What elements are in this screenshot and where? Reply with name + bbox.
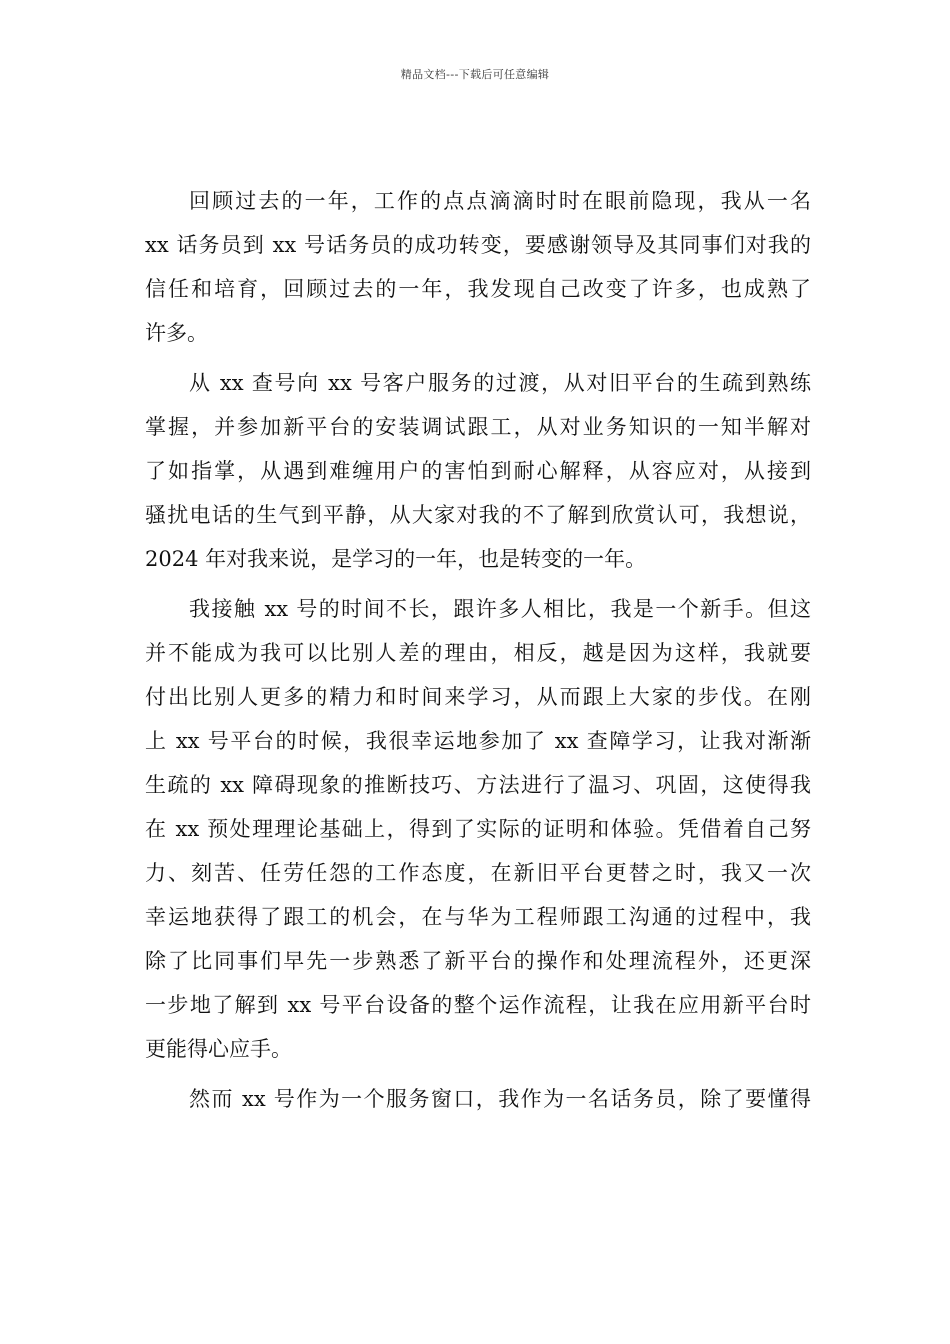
- text-line: 我接触 xx 号的时间不长，跟许多人相比，我是一个新手。但这: [189, 597, 811, 621]
- text-line: 上 xx 号平台的时候，我很幸运地参加了 xx 查障学习，让我对渐渐: [145, 729, 811, 753]
- text-line: 然而 xx 号作为一个服务窗口，我作为一名话务员，除了要懂得: [189, 1087, 811, 1111]
- text-line: 从 xx 查号向 xx 号客户服务的过渡，从对旧平台的生疏到熟练: [189, 371, 811, 395]
- text-line: 更能得心应手。: [145, 1037, 292, 1061]
- text-line: 掌握，并参加新平台的安装调试跟工，从对业务知识的一知半解对: [145, 415, 811, 439]
- text-line: 回顾过去的一年，工作的点点滴滴时时在眼前隐现，我从一名: [189, 189, 811, 213]
- text-line: 骚扰电话的生气到平静，从大家对我的不了解到欣赏认可，我想说，: [145, 503, 811, 527]
- text-line: 许多。: [145, 321, 208, 345]
- text-line: xx 话务员到 xx 号话务员的成功转变，要感谢领导及其同事们对我的: [145, 233, 811, 257]
- document-body: [145, 179, 811, 1121]
- text-line: 在 xx 预处理理论基础上，得到了实际的证明和体验。凭借着自己努: [145, 817, 811, 841]
- text-line: 除了比同事们早先一步熟悉了新平台的操作和处理流程外，还更深: [145, 949, 811, 973]
- paragraph: [145, 1077, 811, 1121]
- text-line: 一步地了解到 xx 号平台设备的整个运作流程，让我在应用新平台时: [145, 993, 811, 1017]
- page-header: 精品文档---下载后可任意编辑: [400, 68, 550, 81]
- paragraph: [145, 179, 811, 355]
- text-line: 生疏的 xx 障碍现象的推断技巧、方法进行了温习、巩固，这使得我: [145, 773, 811, 797]
- paragraph: [145, 361, 811, 581]
- text-line: 2024 年对我来说，是学习的一年，也是转变的一年。: [145, 547, 647, 571]
- text-line: 幸运地获得了跟工的机会，在与华为工程师跟工沟通的过程中，我: [145, 905, 811, 929]
- text-line: 力、刻苦、任劳任怨的工作态度，在新旧平台更替之时，我又一次: [145, 861, 811, 885]
- paragraph: [145, 587, 811, 1071]
- text-line: 付出比别人更多的精力和时间来学习，从而跟上大家的步伐。在刚: [145, 685, 811, 709]
- text-line: 并不能成为我可以比别人差的理由，相反，越是因为这样，我就要: [145, 641, 811, 665]
- text-line: 信任和培育，回顾过去的一年，我发现自己改变了许多，也成熟了: [145, 277, 811, 301]
- text-line: 了如指掌，从遇到难缠用户的害怕到耐心解释，从容应对，从接到: [145, 459, 811, 483]
